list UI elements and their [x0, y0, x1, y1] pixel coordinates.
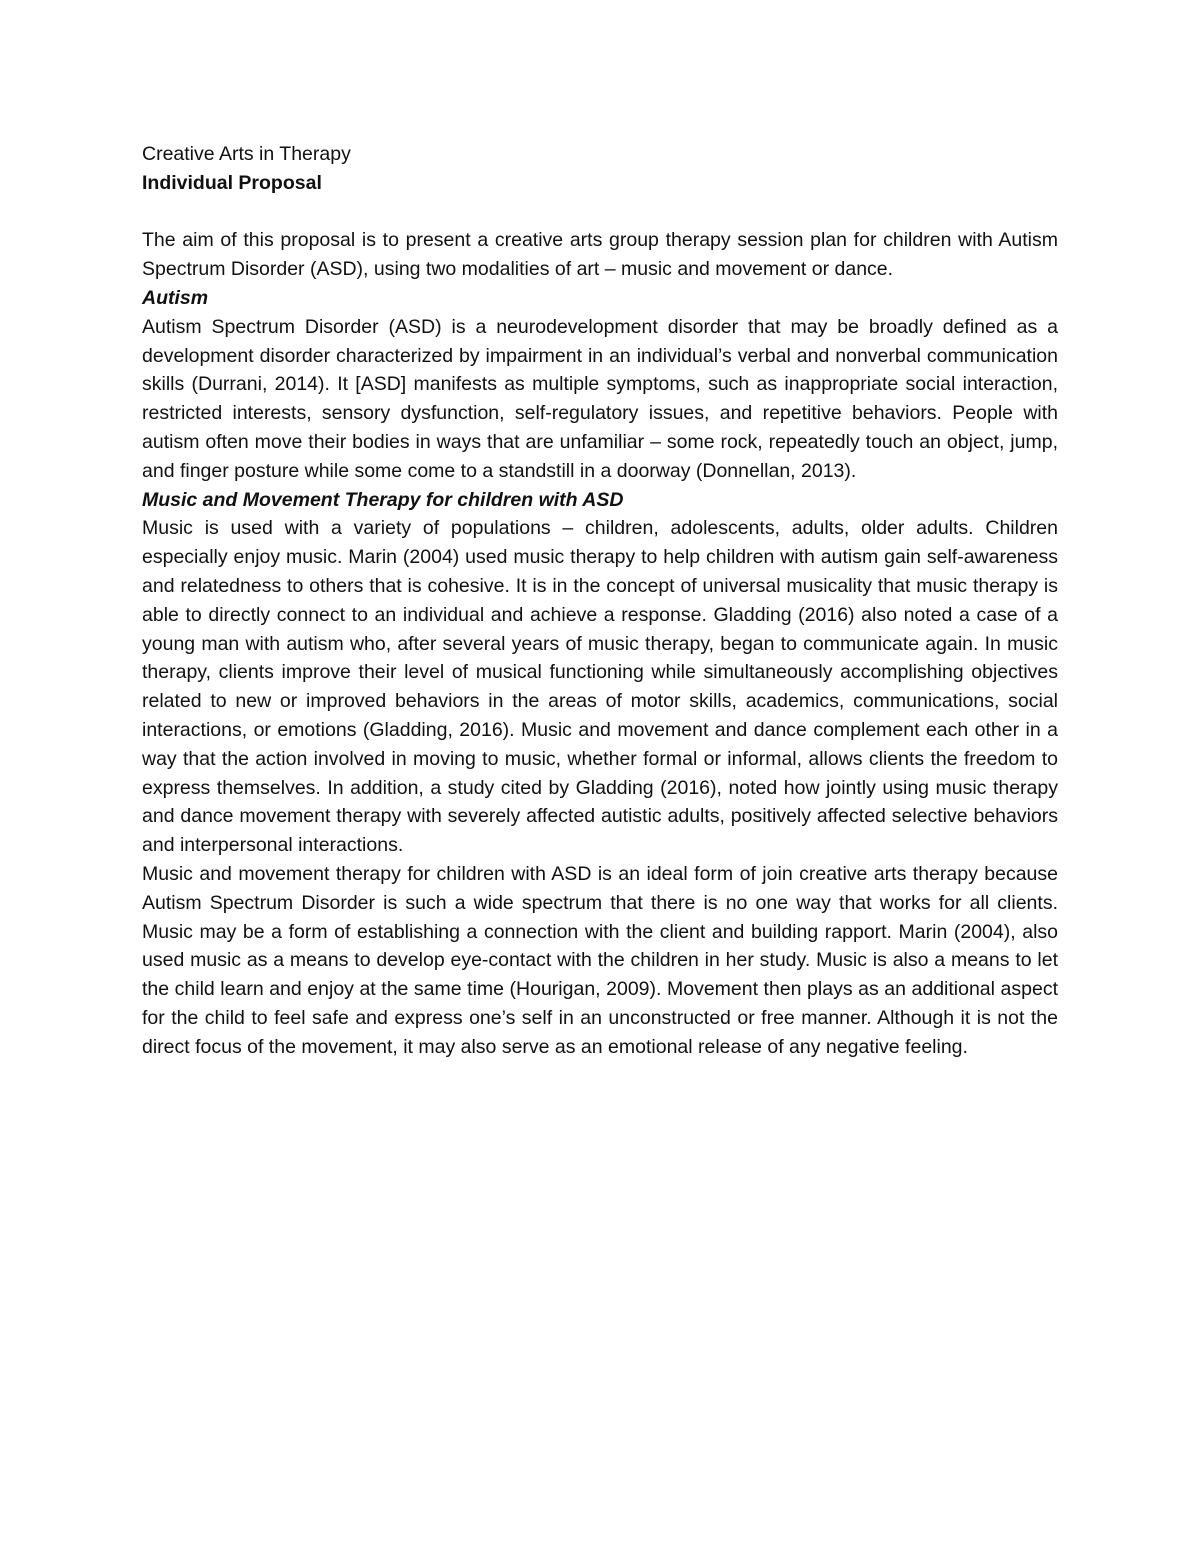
section-heading: Music and Movement Therapy for children with ASD: [142, 488, 624, 511]
document-subtitle: Individual Proposal: [142, 171, 322, 194]
document-title: Creative Arts in Therapy: [142, 143, 351, 165]
section-paragraph: Music is used with a variety of populations – children, adolescents, adults, older adults. Children especially enjoy music. Marin (2004) used music therapy to help children with autism gain self-awareness and relatedness to others that is cohesive. It is in the concept of universal musicality that music therapy is able to directly connect to an individual and achieve a response. Gladding (2016) also noted a case of a young man with autism who, after several years of music therapy, began to communicate again. In music therapy, clients improve their level of musical functioning while simultaneously accomplishing objectives related to new or improved behaviors in the areas of motor skills, academics, communications, social interactions, or emotions (Gladding, 2016). Music and movement and dance complement each other in a way that the action involved in moving to music, whether formal or informal, allows clients the freedom to express themselves. In addition, a study cited by Gladding (2016), noted how jointly using music therapy and dance movement therapy with severely affected autistic adults, positively affected selective behaviors and interpersonal interactions.: [142, 517, 1058, 857]
section-music-movement: [142, 486, 1058, 1062]
section-heading: Autism: [142, 286, 209, 309]
section-paragraph: Music and movement therapy for children with ASD is an ideal form of join creative arts therapy because Autism Spectrum Disorder is such a wide spectrum that there is no one way that works for all clients. Music may be a form of establishing a connection with the client and building rapport. Marin (2004), also used music as a means to develop eye-contact with the children in her study. Music is also a means to let the child learn and enjoy at the same time (Hourigan, 2009). Movement then plays as an additional aspect for the child to feel safe and express one’s self in an unconstructed or free manner. Although it is not the direct focus of the movement, it may also serve as an emotional release of any negative feeling.: [142, 862, 1058, 1058]
section-autism: [142, 284, 1058, 486]
intro-paragraph: The aim of this proposal is to present a creative arts group therapy session plan for children with Autism Spectrum Disorder (ASD), using two modalities of art – music and movement or dance.: [142, 229, 1058, 281]
document-page: [142, 140, 1058, 1062]
section-paragraph: Autism Spectrum Disorder (ASD) is a neurodevelopment disorder that may be broadly defined as a development disorder characterized by impairment in an individual’s verbal and nonverbal communication skills (Durrani, 2014). It [ASD] manifests as multiple symptoms, such as inappropriate social interaction, restricted interests, sensory dysfunction, self-regulatory issues, and repetitive behaviors. People with autism often move their bodies in ways that are unfamiliar – some rock, repeatedly touch an object, jump, and finger posture while some come to a standstill in a doorway (Donnellan, 2013).: [142, 315, 1058, 482]
